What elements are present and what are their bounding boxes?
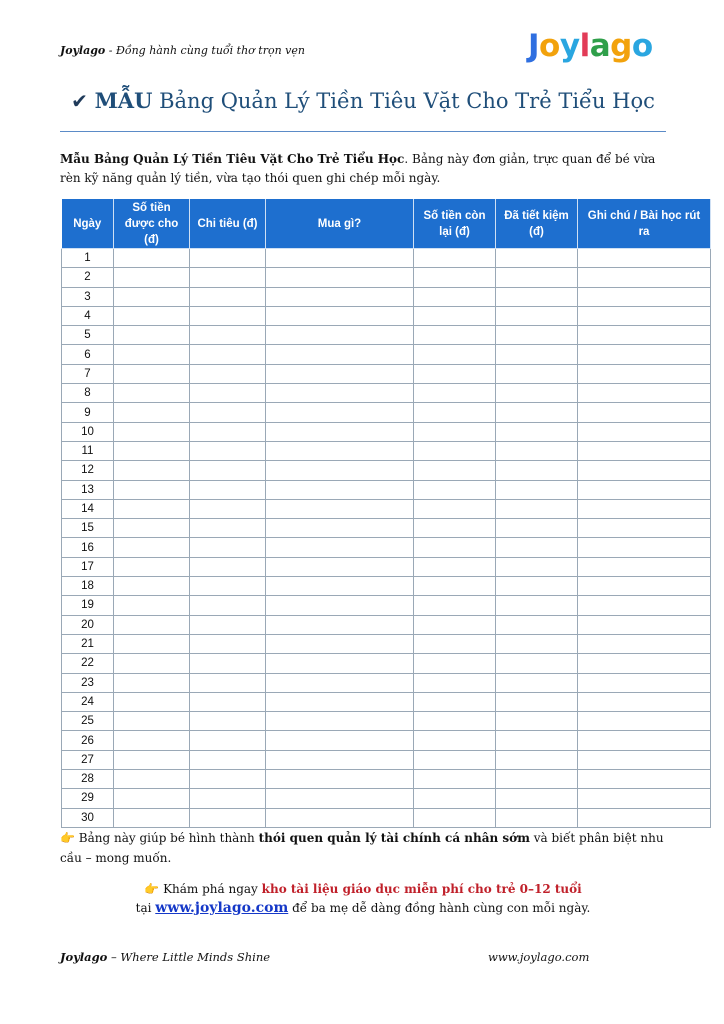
entry-cell[interactable] [114, 808, 190, 827]
table-row [62, 692, 711, 711]
entry-cell[interactable] [578, 731, 711, 750]
entry-cell[interactable] [496, 326, 578, 345]
entry-cell[interactable] [496, 249, 578, 268]
allowance-table [61, 199, 711, 828]
table-row [62, 731, 711, 750]
entry-cell[interactable] [414, 654, 496, 673]
column-header-saved: Đã tiết kiệm (đ) [496, 199, 578, 249]
entry-cell[interactable] [266, 577, 414, 596]
entry-cell[interactable] [496, 538, 578, 557]
entry-cell[interactable] [414, 306, 496, 325]
day-cell: 11 [62, 441, 114, 460]
entry-cell[interactable] [496, 461, 578, 480]
day-cell: 7 [62, 364, 114, 383]
day-cell: 18 [62, 577, 114, 596]
day-cell: 10 [62, 422, 114, 441]
entry-cell[interactable] [114, 461, 190, 480]
joylago-link[interactable]: www.joylago.com [155, 900, 289, 916]
entry-cell[interactable] [114, 268, 190, 287]
entry-cell[interactable] [114, 557, 190, 576]
entry-cell[interactable] [114, 306, 190, 325]
table-row [62, 326, 711, 345]
entry-cell[interactable] [496, 615, 578, 634]
entry-cell[interactable] [266, 249, 414, 268]
logo-letter: a [589, 28, 611, 64]
entry-cell[interactable] [414, 268, 496, 287]
entry-cell[interactable] [578, 326, 711, 345]
entry-cell[interactable] [414, 596, 496, 615]
table-row [62, 712, 711, 731]
entry-cell[interactable] [266, 306, 414, 325]
table-row [62, 403, 711, 422]
table-row [62, 519, 711, 538]
day-cell: 25 [62, 712, 114, 731]
entry-cell[interactable] [578, 673, 711, 692]
entry-cell[interactable] [114, 480, 190, 499]
entry-cell[interactable] [190, 499, 266, 518]
entry-cell[interactable] [114, 287, 190, 306]
intro-bold: Mẫu Bảng Quản Lý Tiền Tiêu Vặt Cho Trẻ Tiểu Học [60, 152, 405, 166]
entry-cell[interactable] [190, 364, 266, 383]
entry-cell[interactable] [114, 770, 190, 789]
day-cell: 26 [62, 731, 114, 750]
entry-cell[interactable] [578, 364, 711, 383]
title-divider [60, 131, 666, 132]
table-row [62, 538, 711, 557]
entry-cell[interactable] [496, 789, 578, 808]
logo-letter: o [539, 28, 560, 64]
day-cell: 30 [62, 808, 114, 827]
table-row [62, 461, 711, 480]
table-row [62, 441, 711, 460]
promo-line-1 [60, 880, 666, 899]
entry-cell[interactable] [190, 750, 266, 769]
entry-cell[interactable] [496, 577, 578, 596]
entry-cell[interactable] [578, 519, 711, 538]
entry-cell[interactable] [414, 750, 496, 769]
table-row [62, 808, 711, 827]
day-cell: 23 [62, 673, 114, 692]
entry-cell[interactable] [266, 808, 414, 827]
entry-cell[interactable] [266, 268, 414, 287]
entry-cell[interactable] [190, 557, 266, 576]
entry-cell[interactable] [578, 596, 711, 615]
table-row [62, 557, 711, 576]
entry-cell[interactable] [114, 615, 190, 634]
entry-cell[interactable] [496, 403, 578, 422]
entry-cell[interactable] [190, 461, 266, 480]
entry-cell[interactable] [266, 692, 414, 711]
entry-cell[interactable] [578, 345, 711, 364]
entry-cell[interactable] [578, 403, 711, 422]
entry-cell[interactable] [190, 789, 266, 808]
entry-cell[interactable] [190, 577, 266, 596]
entry-cell[interactable] [190, 538, 266, 557]
entry-cell[interactable] [114, 403, 190, 422]
entry-cell[interactable] [414, 673, 496, 692]
day-cell: 4 [62, 306, 114, 325]
entry-cell[interactable] [414, 287, 496, 306]
entry-cell[interactable] [496, 808, 578, 827]
day-cell: 16 [62, 538, 114, 557]
entry-cell[interactable] [578, 249, 711, 268]
entry-cell[interactable] [190, 519, 266, 538]
day-cell: 14 [62, 499, 114, 518]
entry-cell[interactable] [414, 519, 496, 538]
entry-cell[interactable] [414, 731, 496, 750]
intro-paragraph [60, 150, 666, 188]
promo-pre: Khám phá ngay [159, 882, 262, 896]
entry-cell[interactable] [496, 480, 578, 499]
entry-cell[interactable] [414, 557, 496, 576]
entry-cell[interactable] [578, 712, 711, 731]
entry-cell[interactable] [266, 384, 414, 403]
day-cell: 2 [62, 268, 114, 287]
entry-cell[interactable] [266, 750, 414, 769]
entry-cell[interactable] [496, 596, 578, 615]
logo-letter: l [579, 28, 590, 64]
entry-cell[interactable] [496, 499, 578, 518]
intro-text: . Bảng này đơn giản, trực quan để bé vừa rèn kỹ năng quản lý tiền, vừa tạo thói quen ghi chép mỗi ngày. [60, 152, 656, 185]
day-cell: 8 [62, 384, 114, 403]
logo-letter: y [559, 28, 580, 64]
entry-cell[interactable] [578, 634, 711, 653]
entry-cell[interactable] [114, 499, 190, 518]
entry-cell[interactable] [496, 519, 578, 538]
entry-cell[interactable] [114, 596, 190, 615]
footer-slogan [60, 950, 270, 964]
check-icon: ✔ [71, 89, 88, 113]
logo-letter: g [610, 28, 632, 64]
entry-cell[interactable] [114, 249, 190, 268]
table-row [62, 577, 711, 596]
day-cell: 28 [62, 770, 114, 789]
day-cell: 6 [62, 345, 114, 364]
entry-cell[interactable] [496, 770, 578, 789]
entry-cell[interactable] [578, 461, 711, 480]
entry-cell[interactable] [266, 403, 414, 422]
entry-cell[interactable] [496, 731, 578, 750]
note-bold: thói quen quản lý tài chính cá nhân sớm [258, 831, 530, 845]
entry-cell[interactable] [414, 577, 496, 596]
entry-cell[interactable] [266, 596, 414, 615]
entry-cell[interactable] [496, 364, 578, 383]
entry-cell[interactable] [266, 654, 414, 673]
entry-cell[interactable] [578, 384, 711, 403]
entry-cell[interactable] [114, 519, 190, 538]
table-row [62, 480, 711, 499]
entry-cell[interactable] [578, 808, 711, 827]
entry-cell[interactable] [190, 384, 266, 403]
day-cell: 9 [62, 403, 114, 422]
entry-cell[interactable] [414, 422, 496, 441]
entry-cell[interactable] [266, 770, 414, 789]
entry-cell[interactable] [266, 538, 414, 557]
entry-cell[interactable] [266, 345, 414, 364]
entry-cell[interactable] [114, 577, 190, 596]
entry-cell[interactable] [414, 461, 496, 480]
column-header-day: Ngày [62, 199, 114, 249]
table-row [62, 673, 711, 692]
entry-cell[interactable] [114, 789, 190, 808]
entry-cell[interactable] [414, 692, 496, 711]
entry-cell[interactable] [266, 480, 414, 499]
table-row [62, 306, 711, 325]
entry-cell[interactable] [496, 441, 578, 460]
entry-cell[interactable] [414, 712, 496, 731]
entry-cell[interactable] [578, 268, 711, 287]
entry-cell[interactable] [190, 654, 266, 673]
entry-cell[interactable] [114, 712, 190, 731]
entry-cell[interactable] [190, 326, 266, 345]
entry-cell[interactable] [578, 499, 711, 518]
habit-note [60, 828, 666, 868]
day-cell: 13 [62, 480, 114, 499]
entry-cell[interactable] [114, 731, 190, 750]
entry-cell[interactable] [114, 750, 190, 769]
entry-cell[interactable] [114, 364, 190, 383]
table-row [62, 268, 711, 287]
promo-line2-post: để ba mẹ dễ dàng đồng hành cùng con mỗi ngày. [288, 901, 591, 915]
pointing-hand-icon: 👉 [144, 882, 160, 896]
table-row [62, 499, 711, 518]
entry-cell[interactable] [190, 345, 266, 364]
entry-cell[interactable] [190, 808, 266, 827]
table-row [62, 249, 711, 268]
day-cell: 3 [62, 287, 114, 306]
table-row [62, 750, 711, 769]
entry-cell[interactable] [578, 577, 711, 596]
table-row [62, 596, 711, 615]
entry-cell[interactable] [114, 654, 190, 673]
page-title [60, 88, 666, 113]
table-row [62, 384, 711, 403]
table-row [62, 634, 711, 653]
header-tagline-text: - Đồng hành cùng tuổi thơ trọn vẹn [105, 44, 305, 57]
day-cell: 15 [62, 519, 114, 538]
entry-cell[interactable] [414, 326, 496, 345]
entry-cell[interactable] [266, 673, 414, 692]
note-post: và biết phân biệt nhu cầu – mong muốn. [60, 831, 664, 865]
entry-cell[interactable] [114, 634, 190, 653]
entry-cell[interactable] [496, 634, 578, 653]
entry-cell[interactable] [414, 634, 496, 653]
entry-cell[interactable] [578, 789, 711, 808]
entry-cell[interactable] [190, 673, 266, 692]
entry-cell[interactable] [266, 712, 414, 731]
entry-cell[interactable] [190, 692, 266, 711]
entry-cell[interactable] [578, 692, 711, 711]
header-brand: Joylago [60, 44, 106, 57]
entry-cell[interactable] [190, 615, 266, 634]
promo-highlight: kho tài liệu giáo dục miễn phí cho trẻ 0–12 tuổi [261, 882, 582, 896]
entry-cell[interactable] [496, 345, 578, 364]
entry-cell[interactable] [414, 364, 496, 383]
title-rest: Bảng Quản Lý Tiền Tiêu Vặt Cho Trẻ Tiểu Học [152, 89, 655, 113]
entry-cell[interactable] [190, 422, 266, 441]
entry-cell[interactable] [496, 306, 578, 325]
entry-cell[interactable] [266, 519, 414, 538]
entry-cell[interactable] [266, 461, 414, 480]
entry-cell[interactable] [114, 345, 190, 364]
entry-cell[interactable] [414, 384, 496, 403]
entry-cell[interactable] [190, 596, 266, 615]
entry-cell[interactable] [114, 692, 190, 711]
entry-cell[interactable] [266, 789, 414, 808]
entry-cell[interactable] [414, 403, 496, 422]
entry-cell[interactable] [190, 731, 266, 750]
day-cell: 19 [62, 596, 114, 615]
column-header-bought: Mua gì? [266, 199, 414, 249]
promo-line2-pre: tại [135, 901, 156, 915]
header-tagline [60, 44, 305, 57]
title-bold: MẪU [94, 88, 153, 113]
entry-cell[interactable] [414, 615, 496, 634]
entry-cell[interactable] [114, 673, 190, 692]
entry-cell[interactable] [114, 441, 190, 460]
day-cell: 1 [62, 249, 114, 268]
entry-cell[interactable] [496, 287, 578, 306]
entry-cell[interactable] [114, 422, 190, 441]
entry-cell[interactable] [266, 422, 414, 441]
day-cell: 29 [62, 789, 114, 808]
entry-cell[interactable] [578, 538, 711, 557]
entry-cell[interactable] [414, 499, 496, 518]
footer-slogan-text: – Where Little Minds Shine [107, 950, 271, 964]
entry-cell[interactable] [190, 634, 266, 653]
table-row [62, 345, 711, 364]
day-cell: 27 [62, 750, 114, 769]
table-row [62, 422, 711, 441]
entry-cell[interactable] [414, 249, 496, 268]
entry-cell[interactable] [496, 692, 578, 711]
entry-cell[interactable] [190, 441, 266, 460]
promo-line-2 [60, 899, 666, 918]
entry-cell[interactable] [190, 306, 266, 325]
day-cell: 21 [62, 634, 114, 653]
entry-cell[interactable] [496, 654, 578, 673]
entry-cell[interactable] [266, 287, 414, 306]
table-row [62, 654, 711, 673]
entry-cell[interactable] [496, 750, 578, 769]
entry-cell[interactable] [266, 364, 414, 383]
entry-cell[interactable] [578, 287, 711, 306]
table-row [62, 364, 711, 383]
day-cell: 17 [62, 557, 114, 576]
entry-cell[interactable] [266, 499, 414, 518]
entry-cell[interactable] [190, 712, 266, 731]
table-header-row [62, 199, 711, 249]
entry-cell[interactable] [114, 384, 190, 403]
entry-cell[interactable] [578, 441, 711, 460]
entry-cell[interactable] [578, 480, 711, 499]
column-header-notes: Ghi chú / Bài học rút ra [578, 199, 711, 249]
entry-cell[interactable] [414, 538, 496, 557]
day-cell: 5 [62, 326, 114, 345]
column-header-received: Số tiền được cho (đ) [114, 199, 190, 249]
footer-brand: Joylago [60, 950, 108, 964]
entry-cell[interactable] [496, 268, 578, 287]
column-header-spent: Chi tiêu (đ) [190, 199, 266, 249]
entry-cell[interactable] [114, 538, 190, 557]
day-cell: 20 [62, 615, 114, 634]
column-header-remaining: Số tiền còn lại (đ) [414, 199, 496, 249]
pointing-hand-icon: 👉 [60, 831, 75, 845]
entry-cell[interactable] [496, 384, 578, 403]
day-cell: 22 [62, 654, 114, 673]
entry-cell[interactable] [190, 268, 266, 287]
entry-cell[interactable] [266, 615, 414, 634]
entry-cell[interactable] [578, 557, 711, 576]
entry-cell[interactable] [578, 615, 711, 634]
entry-cell[interactable] [414, 808, 496, 827]
joylago-logo[interactable] [528, 28, 653, 64]
entry-cell[interactable] [496, 557, 578, 576]
footer-url[interactable]: www.joylago.com [488, 950, 590, 964]
entry-cell[interactable] [414, 441, 496, 460]
entry-cell[interactable] [190, 403, 266, 422]
logo-letter: J [528, 28, 540, 64]
entry-cell[interactable] [578, 654, 711, 673]
entry-cell[interactable] [496, 673, 578, 692]
entry-cell[interactable] [578, 770, 711, 789]
entry-cell[interactable] [190, 770, 266, 789]
entry-cell[interactable] [496, 712, 578, 731]
entry-cell[interactable] [114, 326, 190, 345]
day-cell: 12 [62, 461, 114, 480]
entry-cell[interactable] [190, 287, 266, 306]
entry-cell[interactable] [266, 634, 414, 653]
entry-cell[interactable] [578, 306, 711, 325]
entry-cell[interactable] [414, 789, 496, 808]
entry-cell[interactable] [578, 422, 711, 441]
entry-cell[interactable] [266, 326, 414, 345]
entry-cell[interactable] [496, 422, 578, 441]
entry-cell[interactable] [190, 480, 266, 499]
entry-cell[interactable] [266, 441, 414, 460]
logo-letter: o [631, 28, 653, 64]
entry-cell[interactable] [266, 557, 414, 576]
entry-cell[interactable] [414, 345, 496, 364]
note-pre: Bảng này giúp bé hình thành [74, 831, 259, 845]
day-cell: 24 [62, 692, 114, 711]
table-row [62, 789, 711, 808]
entry-cell[interactable] [266, 731, 414, 750]
promo-block [60, 880, 666, 918]
table-row [62, 615, 711, 634]
table-row [62, 287, 711, 306]
entry-cell[interactable] [414, 480, 496, 499]
entry-cell[interactable] [578, 750, 711, 769]
table-row [62, 770, 711, 789]
entry-cell[interactable] [414, 770, 496, 789]
entry-cell[interactable] [190, 249, 266, 268]
